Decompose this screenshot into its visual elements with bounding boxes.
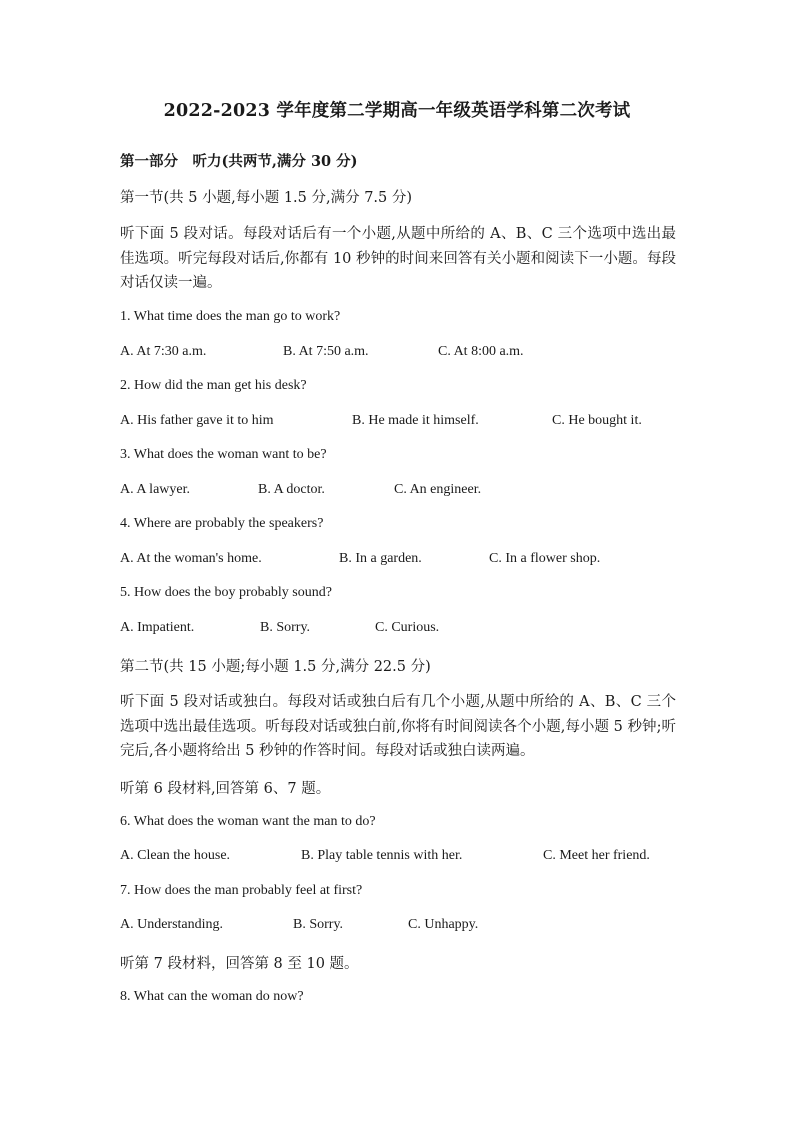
q2-option-a: A. His father gave it to him bbox=[120, 413, 274, 428]
question-7: 7. How does the man probably feel at first? bbox=[120, 883, 363, 898]
q2-option-b: B. He made it himself. bbox=[352, 413, 479, 428]
part1-heading: 第一部分 听力(共两节,满分 30 分) bbox=[120, 153, 358, 170]
q4-option-c: C. In a flower shop. bbox=[489, 551, 601, 566]
q2-option-c: C. He bought it. bbox=[552, 413, 642, 428]
q6-option-c: C. Meet her friend. bbox=[543, 848, 650, 863]
q6-option-a: A. Clean the house. bbox=[120, 848, 231, 863]
material-6-instruction: 听第 6 段材料,回答第 6、7 题。 bbox=[120, 781, 331, 797]
q3-option-a: A. A lawyer. bbox=[120, 482, 190, 497]
question-4: 4. Where are probably the speakers? bbox=[120, 516, 324, 531]
question-1: 1. What time does the man go to work? bbox=[120, 309, 341, 324]
q5-option-c: C. Curious. bbox=[375, 620, 440, 635]
q4-option-a: A. At the woman's home. bbox=[120, 551, 262, 566]
q1-option-a: A. At 7:30 a.m. bbox=[120, 344, 207, 359]
q6-option-b: B. Play table tennis with her. bbox=[301, 848, 463, 863]
question-2: 2. How did the man get his desk? bbox=[120, 378, 307, 393]
question-3: 3. What does the woman want to be? bbox=[120, 447, 327, 462]
question-5: 5. How does the boy probably sound? bbox=[120, 585, 332, 600]
q1-option-c: C. At 8:00 a.m. bbox=[438, 344, 524, 359]
q1-option-b: B. At 7:50 a.m. bbox=[283, 344, 369, 359]
q7-option-c: C. Unhappy. bbox=[408, 917, 479, 932]
material-7-instruction: 听第 7 段材料，回答第 8 至 10 题。 bbox=[120, 956, 359, 972]
question-8: 8. What can the woman do now? bbox=[120, 989, 304, 1004]
section2-heading: 第二节(共 15 小题;每小题 1.5 分,满分 22.5 分) bbox=[120, 659, 431, 675]
section1-heading: 第一节(共 5 小题,每小题 1.5 分,满分 7.5 分) bbox=[120, 190, 413, 206]
q3-option-c: C. An engineer. bbox=[394, 482, 482, 497]
q5-option-a: A. Impatient. bbox=[120, 620, 195, 635]
q4-option-b: B. In a garden. bbox=[339, 551, 422, 566]
q5-option-b: B. Sorry. bbox=[260, 620, 311, 635]
q7-option-a: A. Understanding. bbox=[120, 917, 224, 932]
section2-instructions: 听下面 5 段对话或独白。每段对话或独白后有几个小题,从题中所给的 A、B、C 三个选项中选出最佳选项。听每段对话或独白前,你将有时间阅读各个小题,每小题 5 秒钟;听完后,各小题将给出 5 秒钟的作答时间。每段对话或独白读两遍。 bbox=[120, 694, 676, 759]
exam-title: 2022-2023 学年度第二学期高一年级英语学科第二次考试 bbox=[163, 101, 631, 121]
q3-option-b: B. A doctor. bbox=[258, 482, 325, 497]
q7-option-b: B. Sorry. bbox=[293, 917, 344, 932]
question-6: 6. What does the woman want the man to do? bbox=[120, 814, 376, 829]
section1-instructions: 听下面 5 段对话。每段对话后有一个小题,从题中所给的 A、B、C 三个选项中选出最佳选项。听完每段对话后,你都有 10 秒钟的时间来回答有关小题和阅读下一小题。每段对话仅读一遍。 bbox=[120, 226, 676, 291]
